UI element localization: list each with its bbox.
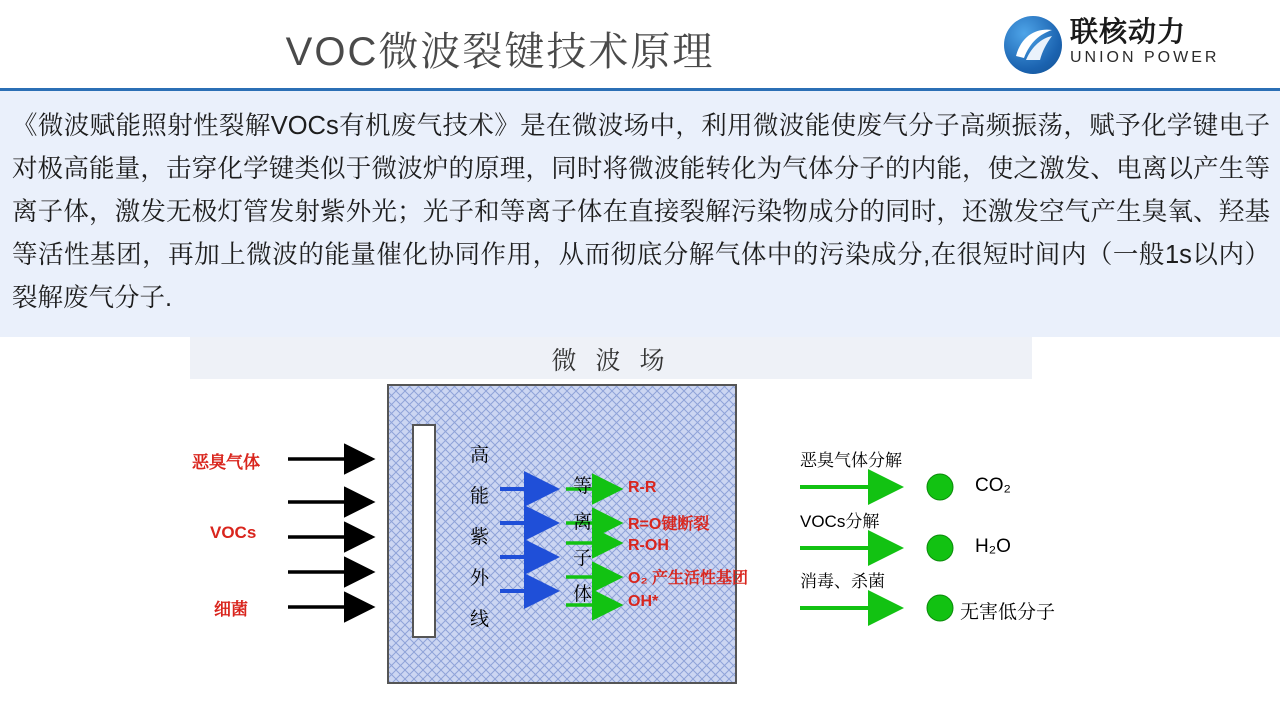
uv-char-0: 高: [470, 445, 490, 466]
uv-char-4: 线: [470, 609, 490, 630]
page-header: [0, 0, 1280, 92]
process-diagram: [0, 337, 1280, 720]
plasma-char-2: 子: [573, 548, 593, 569]
uv-char-2: 紫: [470, 527, 490, 548]
swoosh-logo-icon: [1004, 16, 1062, 74]
output-product-0: CO₂: [975, 475, 1011, 496]
input-label-0: 恶臭气体: [192, 453, 260, 472]
output-caption-1: VOCs分解: [800, 512, 880, 531]
output-product-2: 无害低分子: [960, 602, 1056, 623]
input-label-2: 细菌: [214, 600, 248, 619]
reaction-3: O₂ 产生活性基团: [628, 570, 749, 587]
description-panel: [0, 91, 1280, 337]
diagram-title: 微 波 场: [551, 347, 671, 375]
uv-char-1: 能: [470, 486, 490, 507]
description-text: 《微波赋能照射性裂解VOCs有机废气技术》是在微波场中，利用微波能使废气分子高频振荡，赋予化学键电子对极高能量，击穿化学键类似于微波炉的原理，同时将微波能转化为气体分子的内能，使之激发、电离以产生等离子体，激发无极灯管发射紫外光；光子和等离子体在直接裂解污染物成分的同时，还激发空气产生臭氧、羟基等活性基团，再加上微波的能量催化协同作用，从而彻底分解气体中的污染成分,在很短时间内（一般1s以内）裂解废气分子.: [12, 112, 1270, 312]
brand-name-cn: 联核动力: [1070, 16, 1187, 47]
uv-char-3: 外: [470, 568, 490, 589]
brand-name-en: UNION POWER: [1070, 49, 1220, 66]
plasma-char-3: 体: [573, 584, 593, 605]
brand-logo: [1004, 14, 1264, 78]
brand-logo-text: [1070, 16, 1260, 68]
output-product-1: H₂O: [975, 536, 1011, 557]
plasma-char-1: 离: [573, 512, 593, 533]
reaction-2: R-OH: [628, 537, 669, 554]
output-caption-0: 恶臭气体分解: [800, 451, 902, 470]
page-title: VOC微波裂键技术原理: [285, 30, 715, 74]
output-caption-2: 消毒、杀菌: [800, 572, 885, 591]
reaction-0: R-R: [628, 479, 657, 496]
reaction-4: OH*: [628, 593, 659, 610]
reaction-1: R=O键断裂: [628, 516, 710, 533]
plasma-char-0: 等: [573, 476, 593, 497]
input-label-1: VOCs: [210, 523, 257, 542]
